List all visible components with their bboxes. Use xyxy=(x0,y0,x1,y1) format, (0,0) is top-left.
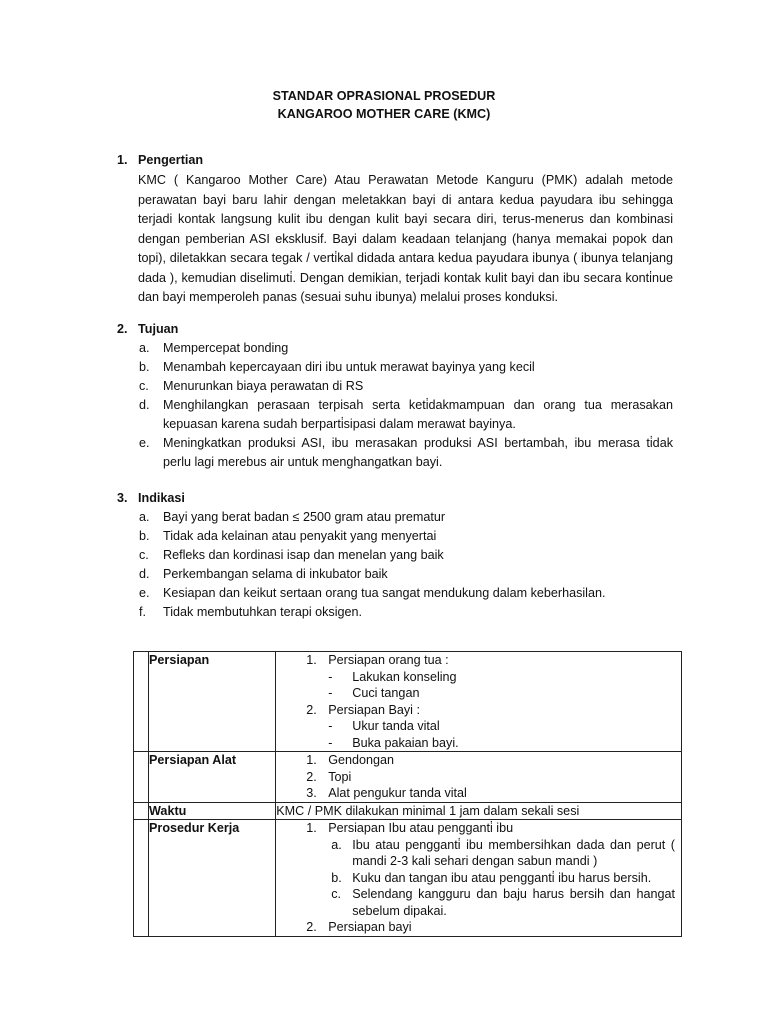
list-marker: c. xyxy=(139,379,149,393)
pengertian-paragraph: KMC ( Kangaroo Mother Care) Atau Perawatan Metode Kanguru (PMK) adalah metode perawatan bayi baru lahir dengan meletakkan bayi di antara kedua payudara ibu sehingga terjadi kontak langsung kulit ibu dengan kulit bayi secara diri, terus-menerus dan kombinasi dengan pemberian ASI eksklusif. Bayi dalam keadaan telanjang (hanya memakai popok dan topi), diletakkan secara tegak / verti̇kal didada antara kedua payudara ibunya ( ibunya telanjang dada ), kemudian diselimuti̇. Dengan demikian, terjadi kontak kulit bayi dan ibu secara konti̇nue dan bayi memperoleh panas (sesuai suhu ibunya) melalui proses konduksi. xyxy=(138,173,673,304)
list-number: 2. xyxy=(306,920,317,934)
list-text: Ibu atau pengganti̇ ibu membersihkan dada dan perut ( mandi 2-3 kali sehari dengan sabun mandi ) xyxy=(352,837,675,868)
list-text: Persiapan Bayi : xyxy=(328,702,420,717)
document-title: STANDAR OPRASIONAL PROSEDUR xyxy=(272,89,496,103)
list-text: Alat pengukur tanda vital xyxy=(328,786,467,800)
table-cell-empty xyxy=(134,802,149,820)
list-letter: a. xyxy=(331,837,342,852)
list-letter: b. xyxy=(331,870,342,885)
list-text: Kesiapan dan keikut sertaan orang tua sangat mendukung dalam keberhasilan. xyxy=(163,586,606,600)
table-cell-empty xyxy=(134,752,149,803)
section-title-pengertian: Pengertian xyxy=(138,153,204,167)
list-text: Buka pakaian bayi. xyxy=(352,735,459,750)
list-number: 2. xyxy=(306,702,317,717)
list-number: 3. xyxy=(306,786,317,800)
list-dash: - xyxy=(328,719,333,733)
table-row xyxy=(134,652,682,752)
table-row-label: Persiapan Alat xyxy=(149,752,276,803)
list-number: 2. xyxy=(306,769,317,784)
list-text: Lakukan konseling xyxy=(352,669,457,684)
list-dash: - xyxy=(328,669,333,684)
list-marker: f. xyxy=(139,605,146,619)
table-cell-content: KMC / PMK dilakukan minimal 1 jam dalam sekali sesi xyxy=(276,802,682,820)
list-text: Menurunkan biaya perawatan di RS xyxy=(163,379,364,393)
list-marker: a. xyxy=(139,341,150,355)
table-cell-empty xyxy=(134,652,149,752)
list-text: Bayi yang berat badan ≤ 2500 gram atau prematur xyxy=(163,510,446,524)
list-number: 1. xyxy=(306,653,317,667)
table-row xyxy=(134,820,682,937)
list-text: Gendongan xyxy=(328,753,395,767)
procedure-table xyxy=(133,651,682,937)
list-text: Persiapan bayi xyxy=(328,920,412,934)
list-marker: d. xyxy=(139,398,150,412)
list-text: Tidak ada kelainan atau penyakit yang menyertai xyxy=(163,529,437,543)
list-dash: - xyxy=(328,735,333,750)
list-text: Menambah kepercayaan diri ibu untuk merawat bayinya yang kecil xyxy=(163,360,535,374)
list-text: Cuci tangan xyxy=(352,686,420,700)
table-row xyxy=(134,752,682,803)
list-text: Persiapan orang tua : xyxy=(328,653,449,667)
table-row-label: Waktu xyxy=(149,802,276,820)
list-text: Kuku dan tangan ibu atau pengganti̇ ibu harus bersih. xyxy=(352,870,652,885)
list-marker: b. xyxy=(139,360,150,374)
section-number: 3. xyxy=(117,491,128,505)
list-marker: c. xyxy=(139,548,149,562)
table-row xyxy=(134,802,682,820)
list-text: Topi xyxy=(328,769,352,784)
list-marker: b. xyxy=(139,529,150,543)
table-cell-content xyxy=(276,752,682,803)
table-cell-empty xyxy=(134,820,149,937)
list-text: Ukur tanda vital xyxy=(352,719,440,733)
list-text: Persiapan Ibu atau pengganti̇ ibu xyxy=(328,821,514,835)
section-title-indikasi: Indikasi xyxy=(138,491,185,505)
list-marker: d. xyxy=(139,567,150,581)
section-title-tujuan: Tujuan xyxy=(138,322,179,336)
list-text: Menghilangkan perasaan terpisah serta keti̇dakmampuan dan orang tua merasakan kepuasan karena sudah berparti̇sipasi dalam merawat bayinya. xyxy=(163,398,673,431)
list-text: Tidak membutuhkan terapi oksigen. xyxy=(163,605,363,619)
list-letter: c. xyxy=(331,887,342,901)
list-marker: e. xyxy=(139,586,150,600)
section-number: 2. xyxy=(117,322,128,336)
section-number: 1. xyxy=(117,153,128,167)
list-dash: - xyxy=(328,686,333,700)
list-number: 1. xyxy=(306,753,317,767)
list-number: 1. xyxy=(306,821,317,835)
table-cell-content xyxy=(276,652,682,752)
list-text: Mempercepat bonding xyxy=(163,341,289,355)
table-cell-content xyxy=(276,820,682,937)
table-row-label: Prosedur Kerja xyxy=(149,820,276,937)
list-text: Meningkatkan produksi ASI, ibu merasakan produksi ASI bertambah, ibu merasa ti̇dak perlu lagi merebus air untuk menghangatkan bayi. xyxy=(163,436,673,469)
list-text: Selendang kangguru dan baju harus bersih dan hangat sebelum dipakai. xyxy=(352,887,675,918)
document-subtitle: KANGAROO MOTHER CARE (KMC) xyxy=(277,107,491,121)
list-marker: e. xyxy=(139,436,150,450)
list-text: Perkembangan selama di inkubator baik xyxy=(163,567,388,581)
list-marker: a. xyxy=(139,510,150,524)
list-text: Refleks dan kordinasi isap dan menelan yang baik xyxy=(163,548,444,562)
table-row-label: Persiapan xyxy=(149,652,276,752)
